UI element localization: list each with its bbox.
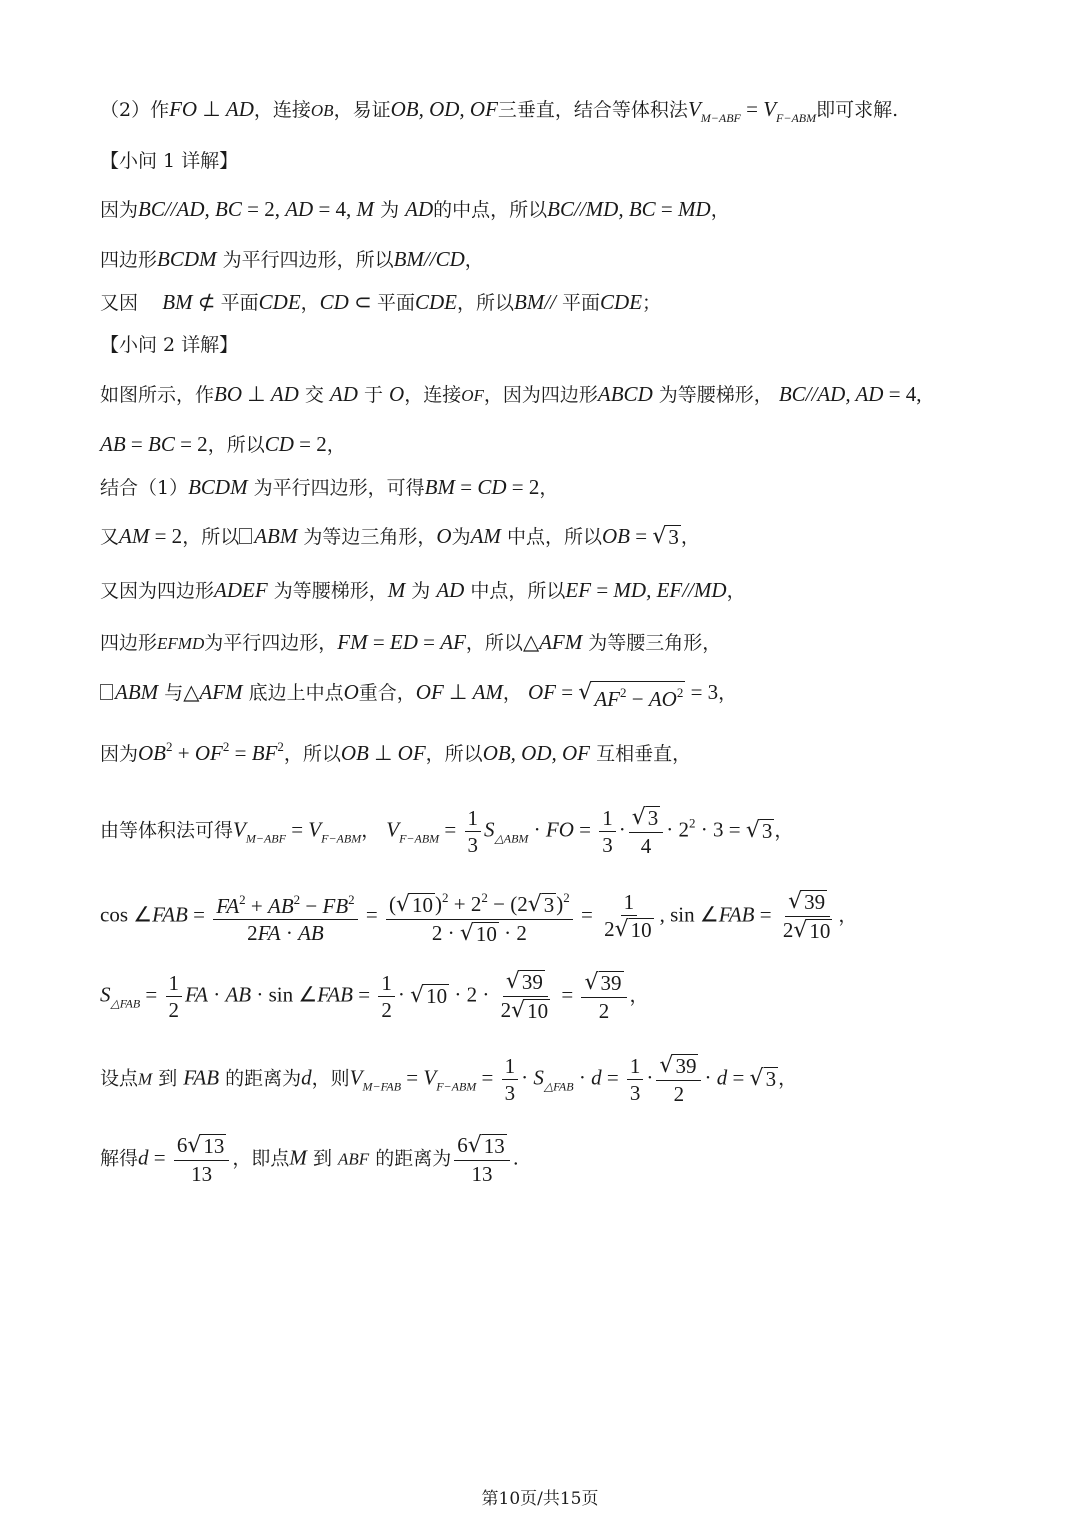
section-heading-1: 【小问 1 详解】 (100, 150, 239, 172)
placeholder-glyph (239, 528, 252, 544)
part2-line-13: 解得d = 6 √ 13 13 ，即点M 到 ABF 的距离为 6 √ 13 13 . (100, 1133, 519, 1186)
part2-line-7: ABM 与△AFM 底边上中点O重合，OF ⊥ AM， OF = √ $AF^2 - AO^2$ = 3， (100, 680, 737, 710)
part1-line-1: 因为BC//AD, BC = 2, AD = 4, M 为 AD的中点，所以BC//MD, BC = MD， (100, 197, 730, 221)
part2-line-4: 又AM = 2，所以 ABM 为等边三角形，O为AM 中点，所以OB = √ 3 ， (100, 524, 700, 549)
part2-line-2: AB = BC = 2，所以CD = 2， (100, 432, 346, 456)
part2-line-11: $S_{\triangle FAB}$ = $\frac{1}{2}$ FA · AB · sin ∠FAB = $\frac{1}{2}$ · √ 10 · 2 · √ 39 2 √ 10 = √ 39 2 ， (100, 969, 649, 1023)
part2-line-6: 四边形EFMD为平行四边形，FM = ED = AF，所以△AFM 为等腰三角形， (100, 630, 722, 654)
hint-line-2: （2）作FO ⊥ AD，连接OB，易证OB, OD, OF三垂直，结合等体积法$V_{M-ABF} = V_{F-ABM}$即可求解. (100, 97, 899, 125)
part2-line-12: 设点M 到 FAB 的距离为d，则$V_{M-FAB} = V_{F-ABM}$ = $\frac{1}{3}$ · $S_{\triangle FAB} \cdot d$ = $\frac{1}{3}$ · √ 39 2 · d = √ 3 ， (100, 1053, 798, 1106)
page-number-footer: 第10页/共15页 (481, 1489, 599, 1509)
section-heading-2: 【小问 2 详解】 (100, 334, 239, 356)
part2-line-1: 如图所示，作BO ⊥ AD 交 AD 于 O，连接OF，因为四边形ABCD 为等腰梯形， BC//AD, AD = 4, (100, 382, 922, 406)
part2-line-8: 因为$OB^2 + OF^2 = BF^2$，所以OB ⊥ OF，所以OB, OD, OF 互相垂直， (100, 739, 692, 765)
part2-line-10: cos ∠FAB = $\frac{FA^2 + AB^2 - FB^2}{2FA \cdot AB}$ = ( √ 10 )$^2 + 2^2 - (2$ √ 3 )$^2$ 2 · √ 10 · 2 = 1 2 √ 10 , sin ∠FAB = √ 39 2 √ 10 ， (100, 889, 858, 946)
part2-line-5: 又因为四边形ADEF 为等腰梯形，M 为 AD 中点，所以EF = MD, EF//MD， (100, 578, 746, 602)
part1-line-3: 又因 BM ⊄ 平面CDE，CD ⊂ 平面CDE，所以BM// 平面CDE； (100, 290, 662, 314)
placeholder-glyph (100, 684, 113, 700)
part2-line-3: 结合（1）BCDM 为平行四边形，可得BM = CD = 2， (100, 475, 559, 499)
part2-line-9: 由等体积法可得$V_{M-ABF} = V_{F-ABM}$， $V_{F-ABM}$ = $\frac{1}{3}$ $S_{\triangle ABM}$ · FO = $\frac{1}{3}$ · √ 3 4 · $2^2 \cdot 3$ = √ 3 ， (100, 805, 794, 858)
part1-line-2: 四边形BCDM 为平行四边形，所以BM//CD， (100, 247, 484, 271)
